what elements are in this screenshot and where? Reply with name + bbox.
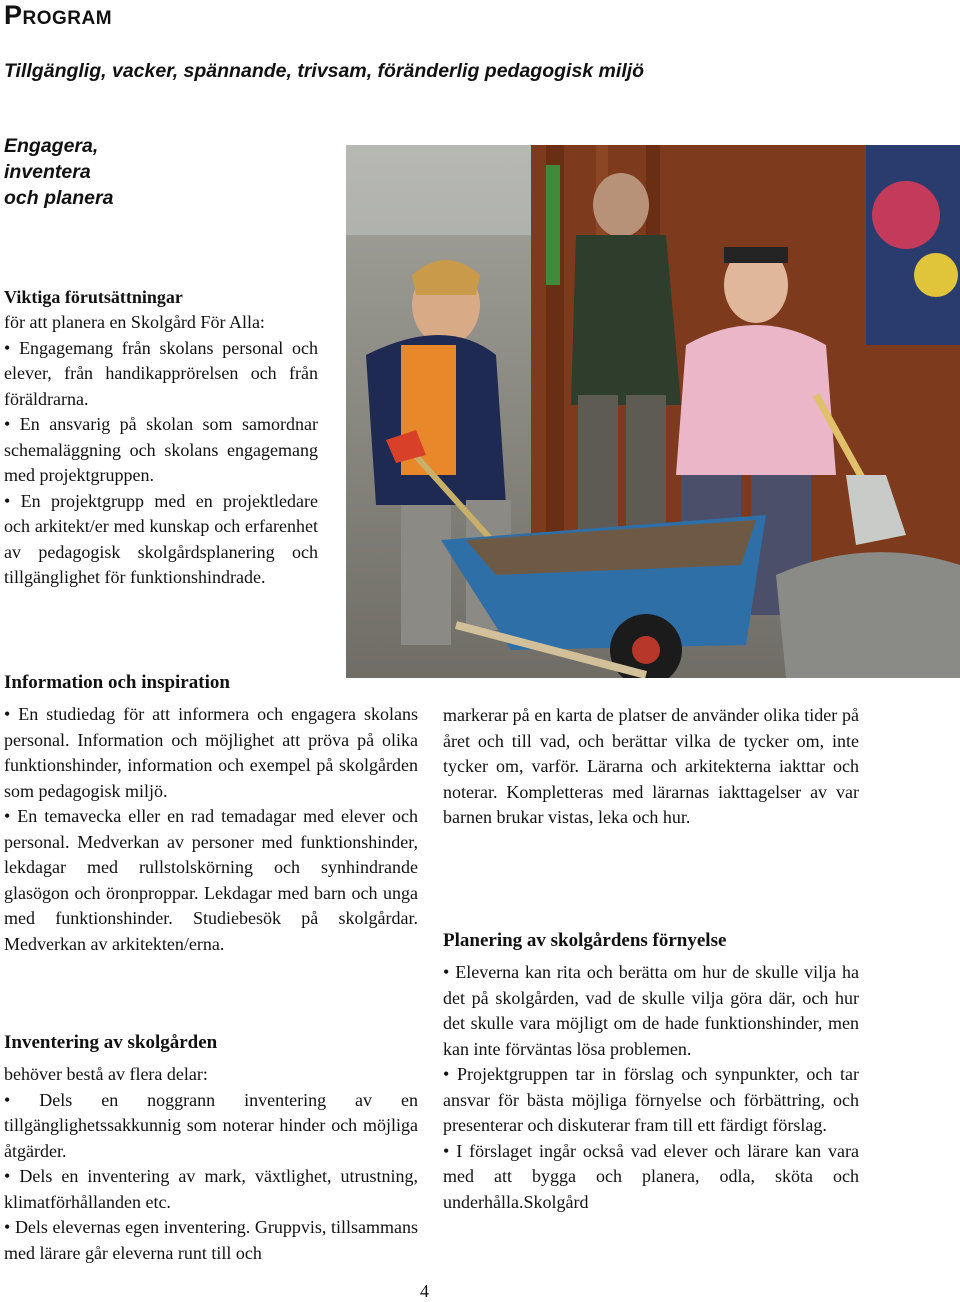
bullet-item: • En ansvarig på skolan som samordnar schemaläggning och skolans engagemang med projektgruppen.	[4, 412, 318, 489]
section-inventering	[4, 1030, 418, 1266]
intro-title-line: inventera	[4, 161, 91, 183]
section-lead: för att planera en Skolgård För Alla:	[4, 312, 265, 332]
bullet-item: • Projektgruppen tar in förslag och synpunkter, och tar ansvar för bästa möjliga förnyelse och förbättring, och presenterar och diskuterar fram till ett färdigt förslag.	[443, 1062, 859, 1139]
intro-title-line: och planera	[4, 187, 114, 209]
section-planering	[443, 928, 859, 1215]
section-heading: Inventering av skolgården	[4, 1032, 218, 1053]
intro-title-line: Engagera,	[4, 135, 99, 157]
bullet-item: • En studiedag för att informera och engagera skolans personal. Information och möjlighet att pröva på olika funktionshinder, information och exempel på skolgården som pedagogisk miljö.	[4, 702, 418, 804]
section-heading: Viktiga förutsättningar	[4, 287, 183, 307]
bullet-item: • Engagemang från skolans personal och elever, från handikapprörelsen och från föräldrarna.	[4, 336, 318, 413]
section-viktiga	[4, 284, 318, 591]
section-body	[4, 310, 318, 591]
section-body	[443, 703, 859, 831]
bullet-item: • Dels en inventering av mark, växtlighet, utrustning, klimatförhållanden etc.	[4, 1164, 418, 1215]
photo-illustration	[346, 145, 960, 678]
schoolyard-photo	[346, 145, 960, 678]
section-heading: Planering av skolgårdens förnyelse	[443, 930, 727, 951]
section-heading: Information och inspiration	[4, 672, 230, 693]
bullet-item: • En projektgrupp med en projektledare och arkitekt/er med kunskap och erfarenhet av pedagogisk skolgårdsplanering och tillgänglighet för funktionshindrade.	[4, 489, 318, 591]
right-column-continuation	[443, 703, 859, 831]
section-body	[443, 960, 859, 1215]
page-title: Program	[4, 0, 113, 30]
section-body	[4, 1062, 418, 1266]
section-information	[4, 670, 418, 957]
section-body	[4, 702, 418, 957]
continuation-paragraph: markerar på en karta de platser de använder olika tider på året och till vad, och berättar vilka de tycker om, inte tycker om, varför. Lärarna och arkitekterna iakttar och noterar. Kompletteras med lärarnas iakttagelser av var barnen brukar vistas, leka och hur.	[443, 705, 859, 827]
page-number: 4	[420, 1281, 429, 1301]
bullet-item: • Dels en noggrann inventering av en tillgänglighetssakkunnig som noterar hinder och möjliga åtgärder.	[4, 1088, 418, 1165]
bullet-item: • Eleverna kan rita och berätta om hur de skulle vilja ha det på skolgården, vad de skulle vilja göra där, och hur det skulle vara möjligt om de hade funktionshinder, men kan inte förväntas lösa problemen.	[443, 960, 859, 1062]
bullet-item: • En temavecka eller en rad temadagar med elever och personal. Medverkan av personer med funktionshinder, lekdagar med rullstolskörning och synhindrande glasögon och öronproppar. Lekdagar med barn och unga med funktionshinder. Studiebesök på skolgårdar. Medverkan av arkitekten/erna.	[4, 804, 418, 957]
bullet-item: • Dels elevernas egen inventering. Gruppvis, tillsammans med lärare går eleverna runt till och	[4, 1215, 418, 1266]
intro-title	[4, 133, 204, 211]
section-lead: behöver bestå av flera delar:	[4, 1064, 208, 1084]
bullet-item: • I förslaget ingår också vad elever och lärare kan vara med att bygga och planera, odla, sköta och underhålla.Skolgård	[443, 1139, 859, 1216]
page-subtitle: Tillgänglig, vacker, spännande, trivsam, föränderlig pedagogisk miljö	[4, 60, 645, 82]
